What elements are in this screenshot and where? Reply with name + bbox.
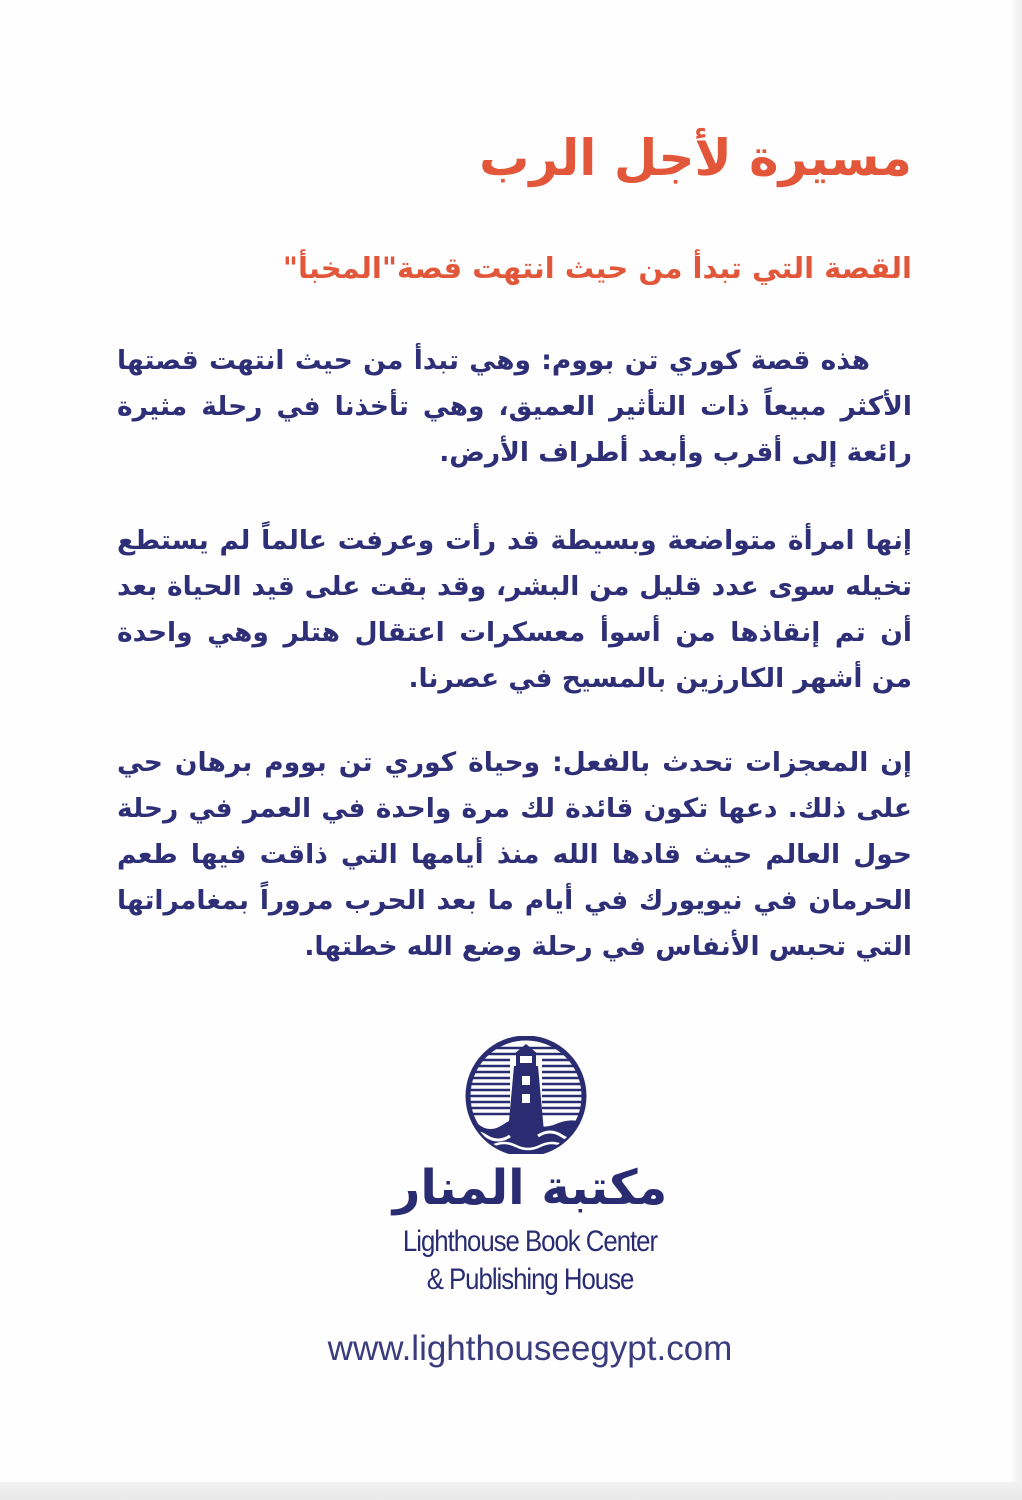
- page-edge-right: [1012, 0, 1022, 1500]
- blurb-paragraph-3: إن المعجزات تحدث بالفعل: وحياة كوري تن بووم برهان حي على ذلك. دعها تكون قائدة لك مرة واحدة في العمر في رحلة حول العالم حيث قادها الله منذ أيامها التي ذاقت فيها طعم الحرمان في نيويورك في أيام ما بعد الحرب مروراً بمغامراتها التي تحبس الأنفاس في رحلة وضع الله خطتها.: [117, 747, 912, 962]
- publisher-name-english-line1: Lighthouse Book Center: [402, 1225, 658, 1258]
- lighthouse-icon: [452, 1036, 600, 1154]
- book-title: مسيرة لأجل الرب: [479, 129, 912, 187]
- page-edge-bottom: [0, 1482, 1022, 1500]
- publisher-website: www.lighthouseegypt.com: [327, 1329, 733, 1368]
- publisher-name-arabic: مكتبة المنار: [392, 1160, 668, 1216]
- blurb-paragraph-2: إنها امرأة متواضعة وبسيطة قد رأت وعرفت عالماً لم يستطع تخيله سوى عدد قليل من البشر، وقد بقت على قيد الحياة بعد أن تم إنقاذها من أسوأ معسكرات اعتقال هتلر وهي واحدة من أشهر الكارزين بالمسيح في عصرنا.: [117, 525, 912, 694]
- publisher-name-english-line2: & Publishing House: [426, 1263, 634, 1296]
- book-subtitle: القصة التي تبدأ من حيث انتهت قصة"المخبأ": [282, 251, 912, 285]
- blurb-paragraph-1: هذه قصة كوري تن بووم: وهي تبدأ من حيث انتهت قصتها الأكثر مبيعاً ذات التأثير العميق، وهي تأخذنا في رحلة مثيرة رائعة إلى أقرب وأبعد أطراف الأرض.: [117, 345, 912, 468]
